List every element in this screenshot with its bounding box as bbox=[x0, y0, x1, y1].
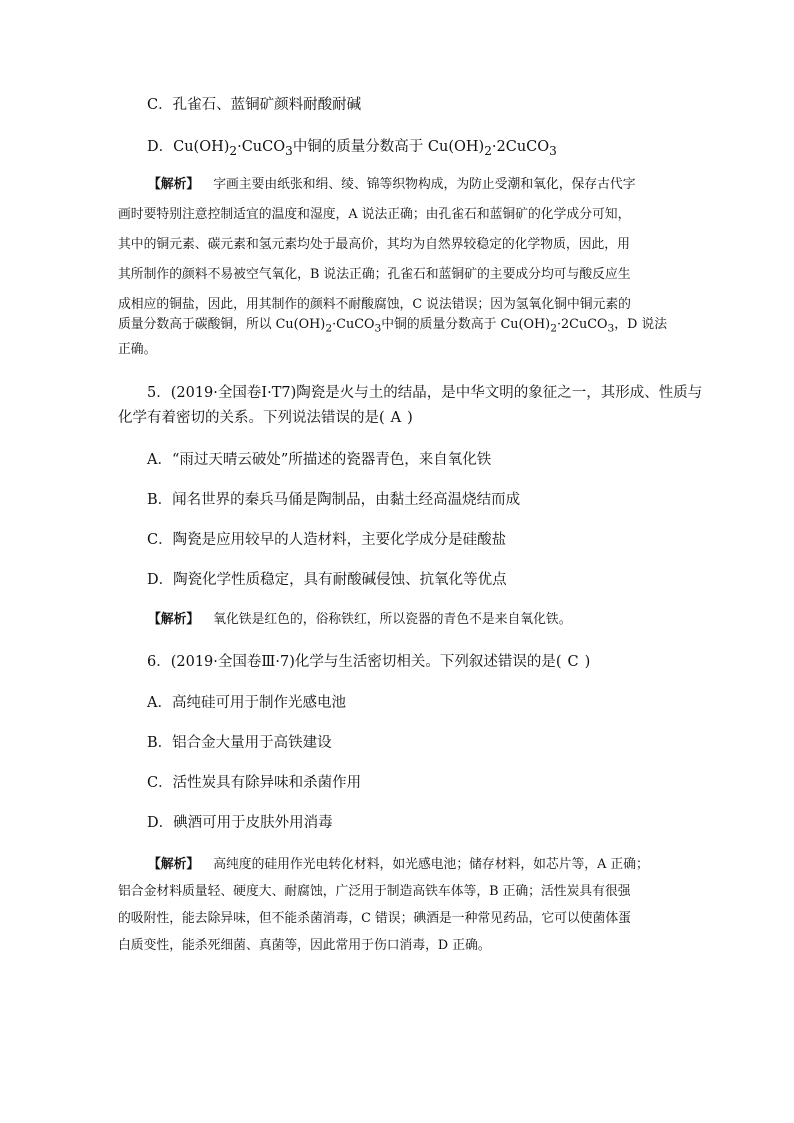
analysis-block1-line4: 其所制作的颜料不易被空气氧化，B 说法正确；孔雀石和蓝铜矿的主要成分均可与酸反应生 bbox=[118, 267, 631, 282]
question-5-option-a: A．“雨过天晴云破处”所描述的瓷器青色，来自氧化铁 bbox=[147, 452, 492, 468]
question-5-option-b: B．闻名世界的秦兵马俑是陶制品，由黏土经高温烧结而成 bbox=[147, 492, 521, 508]
question-5-option-d: D．陶瓷化学性质稳定，具有耐酸碱侵蚀、抗氧化等优点 bbox=[147, 572, 507, 588]
question-6-analysis-line4: 白质变性，能杀死细菌、真菌等，因此常用于伤口消毒，D 正确。 bbox=[118, 938, 491, 953]
question-5-stem-line2: 化学有着密切的关系。下列说法错误的是( A ) bbox=[118, 410, 413, 426]
analysis-tag: 【解析】 bbox=[148, 857, 200, 872]
question-5-option-c: C．陶瓷是应用较早的人造材料，主要化学成分是硅酸盐 bbox=[147, 532, 507, 548]
question-6-option-d: D．碘酒可用于皮肤外用消毒 bbox=[147, 815, 333, 831]
analysis-tag: 【解析】 bbox=[148, 177, 200, 192]
question-6-analysis-line2: 铝合金材料质量轻、硬度大、耐腐蚀，广泛用于制造高铁车体等，B 正确；活性炭具有很强 bbox=[118, 884, 631, 899]
analysis-block1-line7: 正确。 bbox=[118, 342, 157, 357]
question-6-stem: 6．(2019·全国卷Ⅲ·7)化学与生活密切相关。下列叙述错误的是( C ) bbox=[147, 654, 591, 670]
analysis-block1-line1: 【解析】 字画主要由纸张和绢、绫、锦等织物构成，为防止受潮和氧化，保存古代字 bbox=[148, 177, 636, 192]
question-6-answer: C bbox=[567, 654, 579, 670]
question-6-option-c: C．活性炭具有除异味和杀菌作用 bbox=[147, 775, 362, 791]
question-6-option-b: B．铝合金大量用于高铁建设 bbox=[147, 735, 332, 751]
question-6-analysis-line3: 的吸附性，能去除异味，但不能杀菌消毒，C 错误；碘酒是一种常见药品，它可以使菌体蛋 bbox=[118, 911, 631, 926]
question-5-answer: A bbox=[390, 410, 402, 426]
analysis-tag: 【解析】 bbox=[148, 612, 200, 627]
analysis-block1-line2: 画时要特别注意控制适宜的温度和湿度，A 说法正确；由孔雀石和蓝铜矿的化学成分可知， bbox=[118, 207, 631, 222]
option-c: C．孔雀石、蓝铜矿颜料耐酸耐碱 bbox=[147, 97, 362, 113]
option-d: D．$Cu(OH)_2\cdot CuCO_3$中铜的质量分数高于 $Cu(OH)_2\cdot 2CuCO_3$ bbox=[147, 139, 557, 158]
analysis-block1-line3: 其中的铜元素、碳元素和氢元素均处于最高价，其均为自然界较稳定的化学物质，因此，用 bbox=[118, 237, 630, 252]
question-6-analysis-line1: 【解析】 高纯度的硅用作光电转化材料，如光感电池；储存材料，如芯片等，A 正确； bbox=[148, 857, 649, 872]
question-5-analysis: 【解析】 氧化铁是红色的，俗称铁红，所以瓷器的青色不是来自氧化铁。 bbox=[148, 612, 572, 627]
question-6-option-a: A．高纯硅可用于制作光感电池 bbox=[147, 695, 346, 711]
analysis-block1-line6: 质量分数高于碳酸铜，所以 $Cu(OH)_2\cdot CuCO_3$中铜的质量分数高于 $Cu(OH)_2\cdot 2CuCO_3$，D 说法 bbox=[118, 317, 667, 335]
analysis-block1-line5: 成相应的铜盐，因此，用其制作的颜料不耐酸腐蚀，C 说法错误；因为氢氧化铜中铜元素的 bbox=[118, 297, 631, 312]
question-5-stem-line1: 5．(2019·全国卷Ⅰ·T7)陶瓷是火与土的结晶，是中华文明的象征之一，其形成、性质与 bbox=[147, 385, 703, 401]
